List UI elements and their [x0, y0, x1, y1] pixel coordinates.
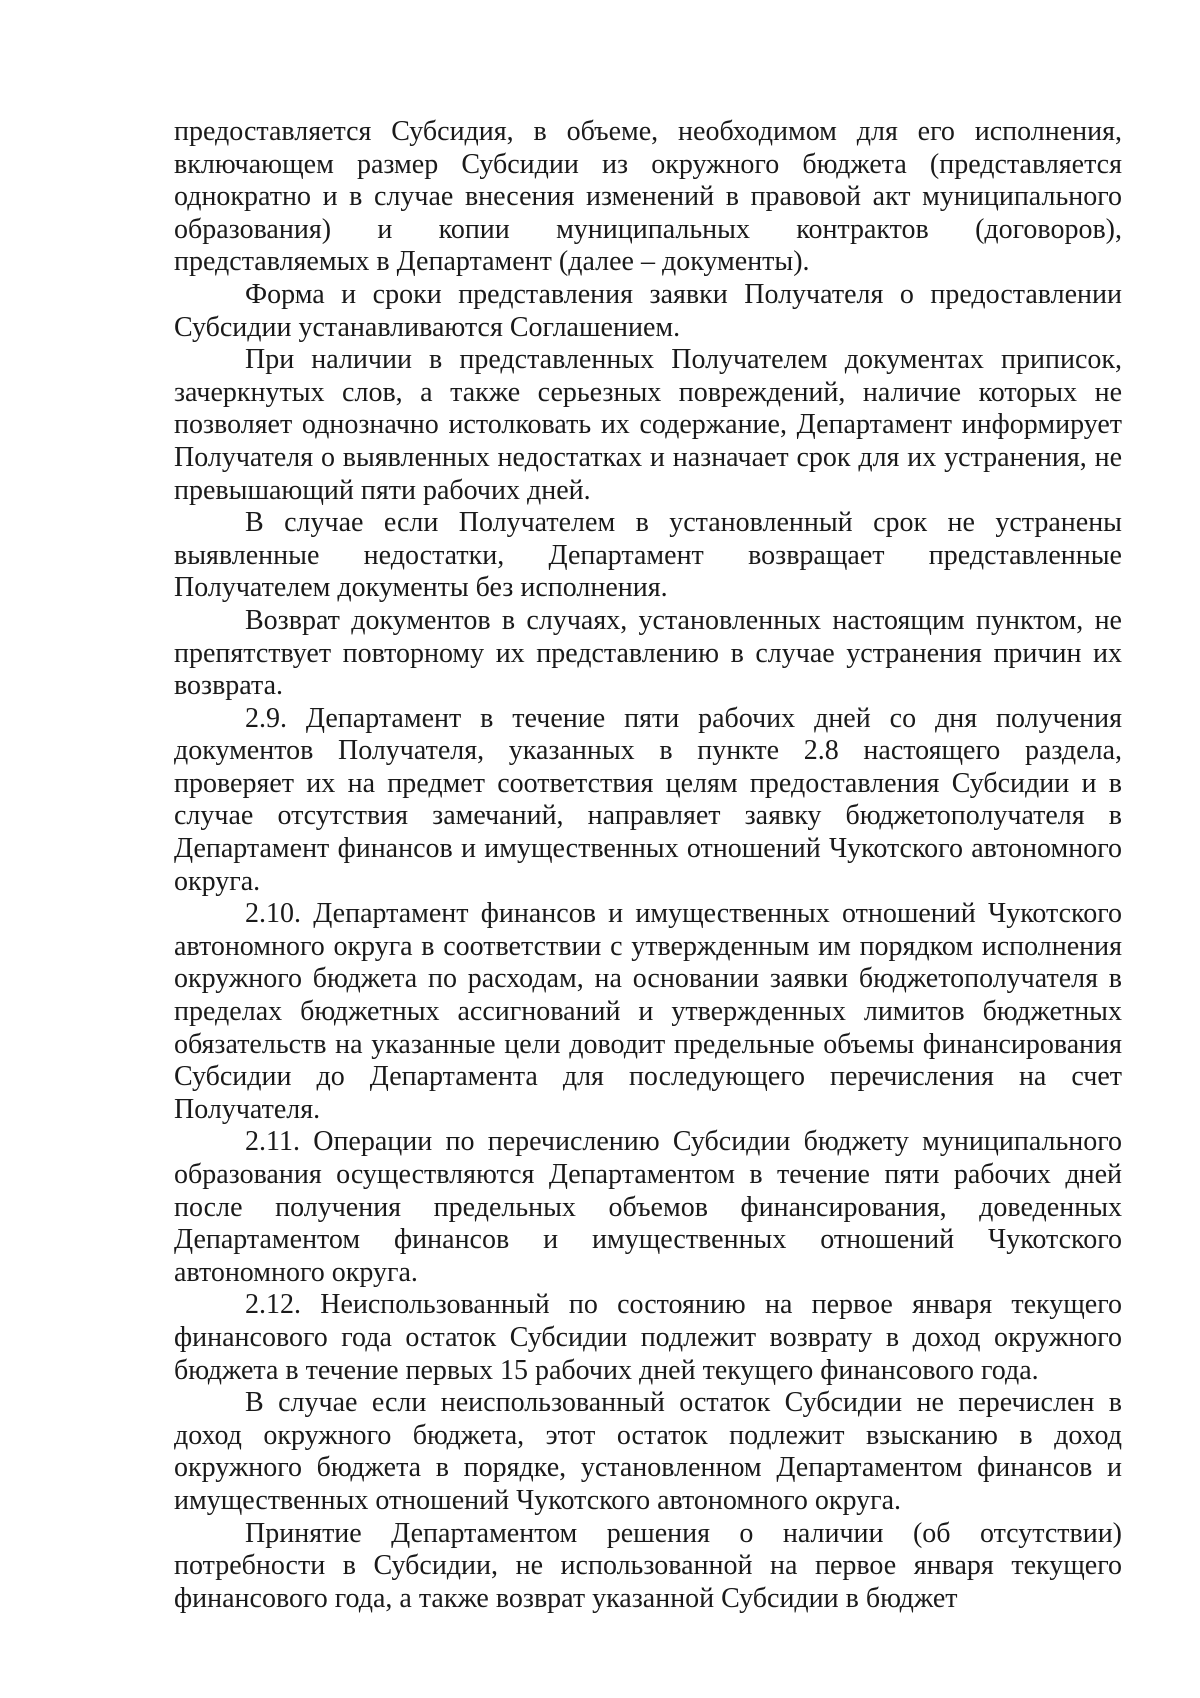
paragraph-2-9: 2.9. Департамент в течение пяти рабочих дней со дня получения документов Получателя, указанных в пункте 2.8 настоящего раздела, проверяет их на предмет соответствия целям предоставления Субсидии и в случае отсутствия замечаний, направляет заявку бюджетополучателя в Департамент финансов и имущественных отношений Чукотского автономного округа.	[174, 702, 1122, 897]
paragraph-2-12: 2.12. Неиспользованный по состоянию на первое января текущего финансового года остаток Субсидии подлежит возврату в доход окружного бюджета в течение первых 15 рабочих дней текущего финансового года.	[174, 1289, 1122, 1386]
paragraph-11: Принятие Департаментом решения о наличии (об отсутствии) потребности в Субсидии, не использованной на первое января текущего финансового года, а также возврат указанной Субсидии в бюджет	[174, 1517, 1122, 1614]
document-body	[174, 116, 1122, 1615]
paragraph-5: Возврат документов в случаях, установленных настоящим пунктом, не препятствует повторному их представлению в случае устранения причин их возврата.	[174, 604, 1122, 702]
paragraph-1: предоставляется Субсидия, в объеме, необходимом для его исполнения, включающем размер Субсидии из окружного бюджета (представляется однократно и в случае внесения изменений в правовой акт муниципального образования) и копии муниципальных контрактов (договоров), представляемых в Департамент (далее – документы).	[174, 116, 1122, 278]
paragraph-2: Форма и сроки представления заявки Получателя о предоставлении Субсидии устанавливаются Соглашением.	[174, 278, 1122, 343]
paragraph-10: В случае если неиспользованный остаток Субсидии не перечислен в доход окружного бюджета, этот остаток подлежит взысканию в доход окружного бюджета в порядке, установленном Департаментом финансов и имущественных отношений Чукотского автономного округа.	[174, 1387, 1122, 1516]
paragraph-2-11: 2.11. Операции по перечислению Субсидии бюджету муниципального образования осуществляются Департаментом в течение пяти рабочих дней после получения предельных объемов финансирования, доведенных Департаментом финансов и имущественных отношений Чукотского автономного округа.	[174, 1126, 1122, 1288]
paragraph-2-10: 2.10. Департамент финансов и имущественных отношений Чукотского автономного округа в соответствии с утвержденным им порядком исполнения окружного бюджета по расходам, на основании заявки бюджетополучателя в пределах бюджетных ассигнований и утвержденных лимитов бюджетных обязательств на указанные цели доводит предельные объемы финансирования Субсидии до Департамента для последующего перечисления на счет Получателя.	[174, 898, 1122, 1125]
paragraph-4: В случае если Получателем в установленный срок не устранены выявленные недостатки, Департамент возвращает представленные Получателем документы без исполнения.	[174, 507, 1122, 604]
paragraph-3: При наличии в представленных Получателем документах приписок, зачеркнутых слов, а также серьезных повреждений, наличие которых не позволяет однозначно истолковать их содержание, Департамент информирует Получателя о выявленных недостатках и назначает срок для их устранения, не превышающий пяти рабочих дней.	[174, 344, 1122, 506]
